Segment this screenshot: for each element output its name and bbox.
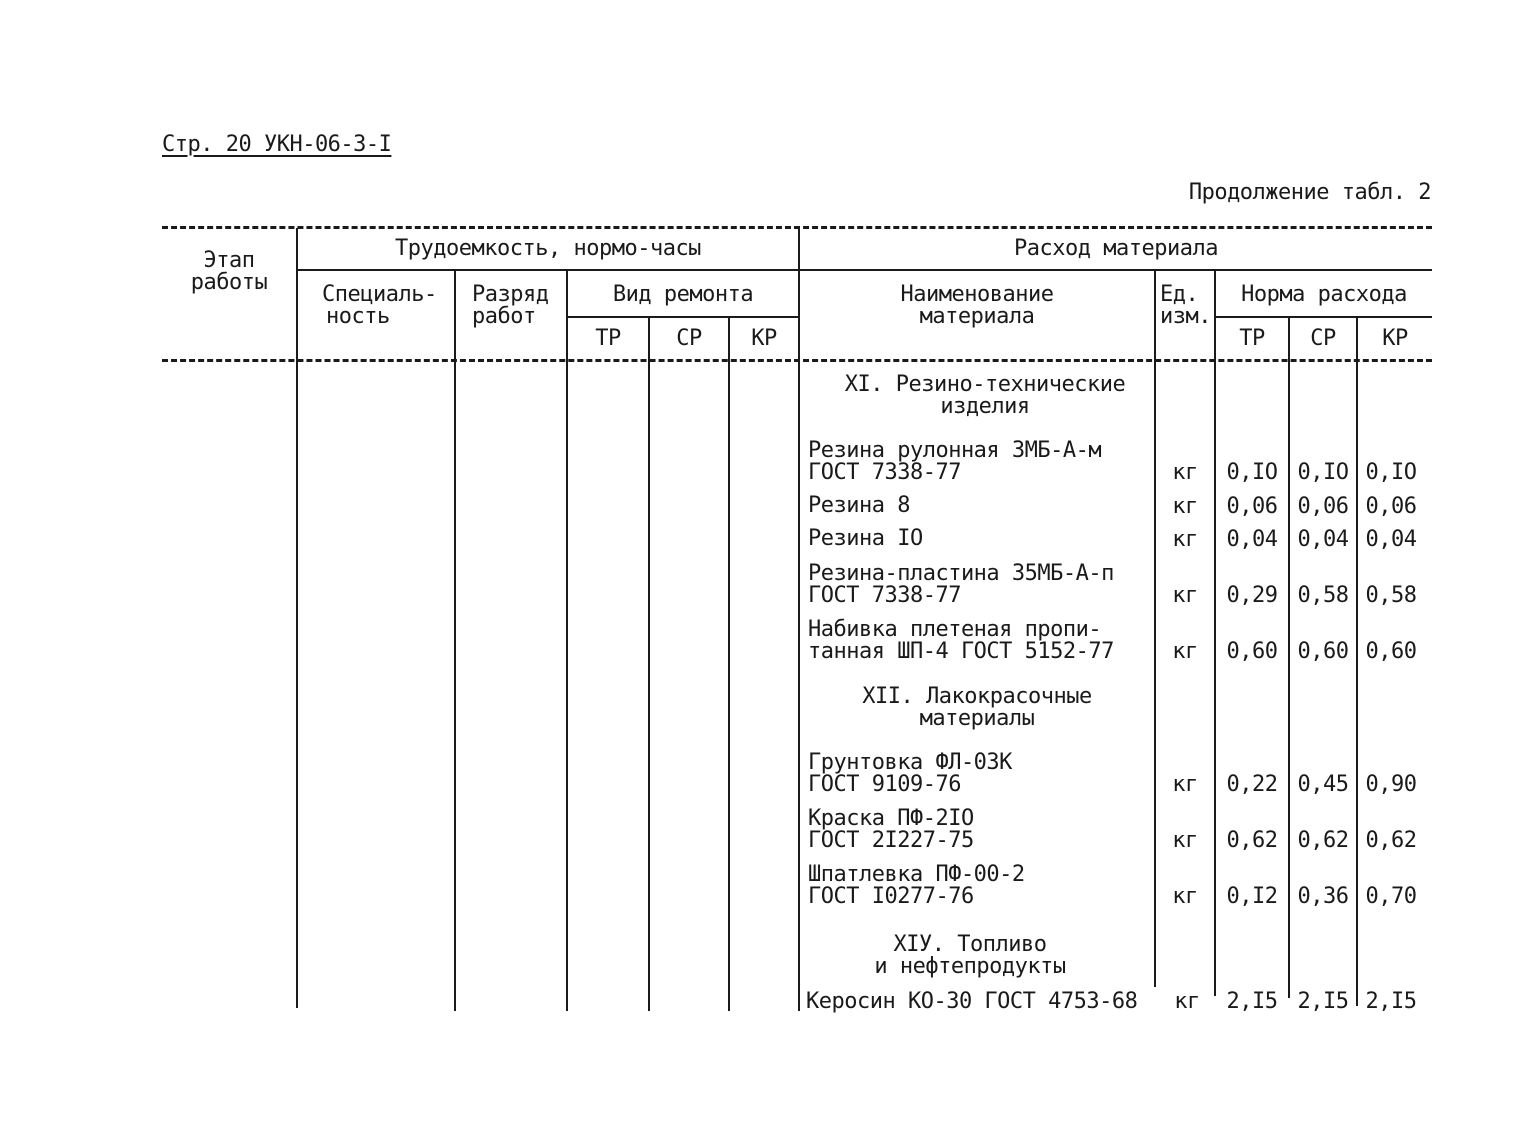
table-continuation-label: Продолжение табл. 2 [1188,180,1431,205]
col-divider-sr [728,318,730,1011]
norm-sr-value: 0,45 [1297,772,1349,797]
norm-kr-value: 0,58 [1365,583,1417,608]
norm-sr-value: 0,04 [1297,527,1349,552]
norm-tr-value: 0,62 [1226,828,1278,853]
norm-sr-value: 0,62 [1297,828,1349,853]
section-title-paints: XII. Лакокрасочные материалы [862,684,1092,731]
norm-kr-value: 0,70 [1365,884,1417,909]
norm-kr-value: 0,62 [1365,828,1417,853]
material-name: Керосин КО-30 ГОСТ 4753-68 [806,989,1138,1014]
material-name: Грунтовка ФЛ-03К ГОСТ 9109-76 [808,750,1012,797]
unit-value: кг [1172,527,1198,552]
col-divider-stage [296,228,298,1008]
norm-kr-value: 0,06 [1365,494,1417,519]
norm-kr-value: 0,60 [1365,639,1417,664]
header-material-name: Наименование материала [900,282,1054,329]
section-title-rubber: XI. Резино-технические изделия [844,372,1126,419]
unit-value: кг [1174,989,1200,1014]
header-rule-repair [566,316,798,318]
norm-kr-value: 0,IO [1365,460,1417,485]
col-divider-grade [566,271,568,1011]
header-grade: Разряд работ [472,282,549,329]
norm-sr-value: 2,I5 [1297,989,1349,1014]
norm-kr-value: 0,90 [1365,772,1417,797]
norm-tr-value: 0,06 [1226,494,1278,519]
header-material-consumption: Расход материала [1014,236,1218,261]
header-unit: Ед. изм. [1160,282,1211,329]
norm-sr-value: 0,36 [1297,884,1349,909]
norm-sr-value: 0,58 [1297,583,1349,608]
header-norm-kr: КР [1382,326,1408,351]
header-rule-1 [298,269,1432,271]
norm-sr-value: 0,60 [1297,639,1349,664]
norm-tr-value: 0,04 [1226,527,1278,552]
header-repair-type: Вид ремонта [612,282,754,307]
norm-tr-value: 0,IO [1226,460,1278,485]
material-name: Шпатлевка ПФ-00-2 ГОСТ I0277-76 [808,862,1025,909]
norm-tr-value: 0,I2 [1226,884,1278,909]
unit-value: кг [1172,828,1198,853]
norm-sr-value: 0,IO [1297,460,1349,485]
col-divider-specialty [454,271,456,1011]
norm-tr-value: 0,29 [1226,583,1278,608]
section-title-fuel: XIУ. Топливо и нефтепродукты [874,932,1066,979]
unit-value: кг [1172,772,1198,797]
header-rule-norm [1216,316,1432,318]
material-name: Резина рулонная ЗМБ-А-м ГОСТ 7338-77 [808,438,1102,485]
page-reference: Стр. 20 УКН-06-3-I [162,132,392,157]
material-name: Резина 8 [808,493,910,518]
unit-value: кг [1172,460,1198,485]
header-specialty: Специаль- ность [322,282,437,329]
header-tr: ТР [595,326,621,351]
unit-value: кг [1172,639,1198,664]
header-norm: Норма расхода [1241,282,1407,307]
header-labor: Трудоемкость, нормо-часы [395,236,701,261]
header-bottom-rule [162,359,1432,362]
norm-tr-value: 0,22 [1226,772,1278,797]
header-stage: Этап работы [190,248,268,295]
material-name: Резина-пластина 35МБ-А-п ГОСТ 7338-77 [808,561,1114,608]
norm-kr-value: 0,04 [1365,527,1417,552]
unit-value: кг [1172,884,1198,909]
col-divider-labor [798,228,800,1011]
norm-tr-value: 2,I5 [1226,989,1278,1014]
table-top-rule [162,226,1432,229]
material-name: Резина IO [808,526,923,551]
norm-sr-value: 0,06 [1297,494,1349,519]
col-divider-tr [648,318,650,1011]
header-sr: СР [676,326,702,351]
material-name: Краска ПФ-2IO ГОСТ 2I227-75 [808,806,974,853]
norm-tr-value: 0,60 [1226,639,1278,664]
material-name: Набивка плетеная пропи- танная ШП-4 ГОСТ 5152-77 [808,617,1114,664]
header-norm-tr: ТР [1239,326,1265,351]
header-norm-sr: СР [1310,326,1336,351]
unit-value: кг [1172,583,1198,608]
norm-kr-value: 2,I5 [1365,989,1417,1014]
unit-value: кг [1172,494,1198,519]
header-kr: КР [751,326,777,351]
